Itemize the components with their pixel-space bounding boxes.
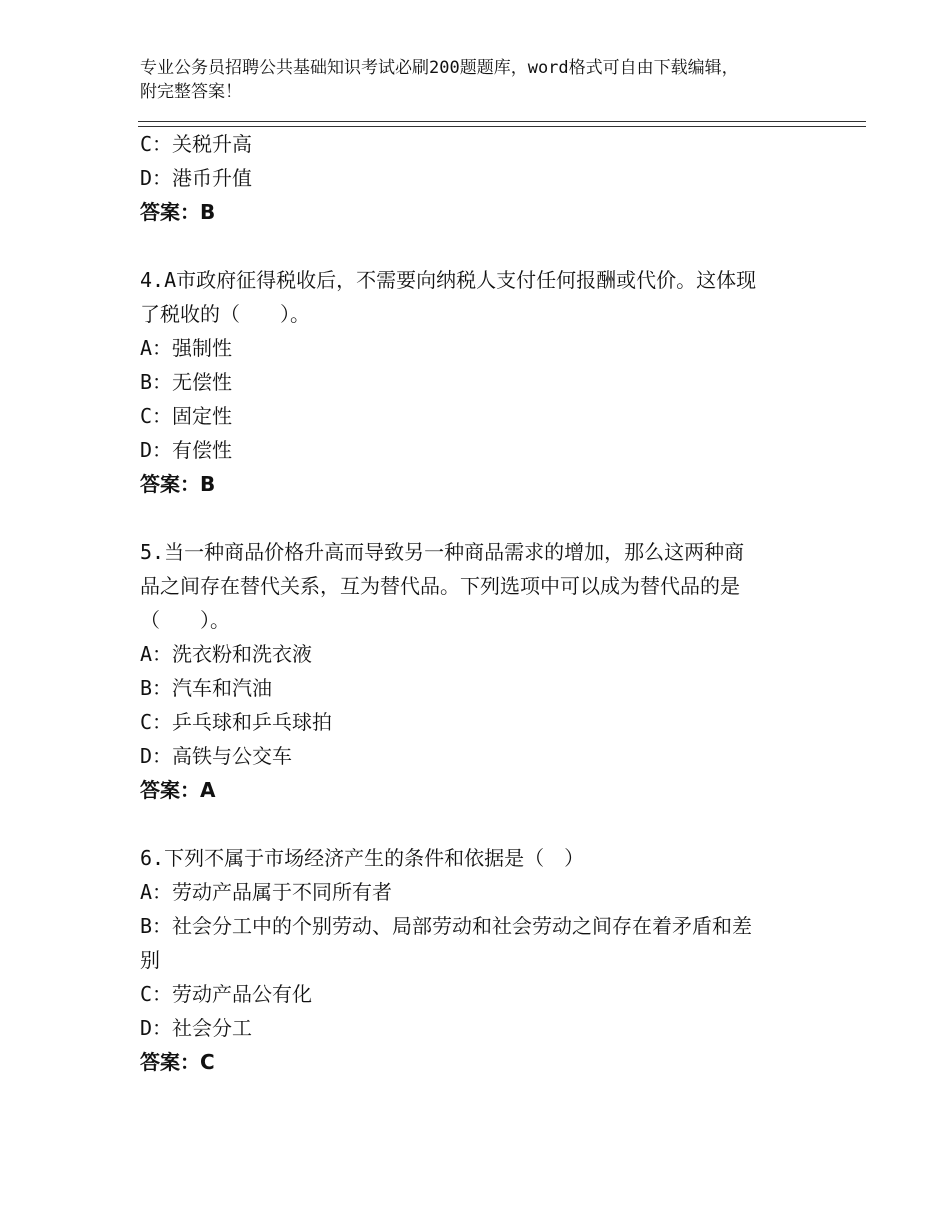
question-stem: 4.A市政府征得税收后，不需要向纳税人支付任何报酬或代价。这体现 bbox=[140, 268, 757, 292]
option: B：社会分工中的个别劳动、局部劳动和社会劳动之间存在着矛盾和差 bbox=[140, 914, 753, 938]
document-header bbox=[140, 56, 820, 104]
spacer bbox=[140, 807, 820, 841]
option: A：劳动产品属于不同所有者 bbox=[140, 880, 393, 904]
answer-label: 答案：A bbox=[140, 778, 216, 802]
option: D：社会分工 bbox=[140, 1016, 253, 1040]
header-line-2: 附完整答案！ bbox=[140, 82, 242, 102]
question-block bbox=[140, 263, 820, 501]
question-block bbox=[140, 127, 820, 229]
header-line-1: 专业公务员招聘公共基础知识考试必刷200题题库，word格式可自由下载编辑， bbox=[140, 58, 739, 78]
answer-label: 答案：B bbox=[140, 472, 216, 496]
option: B：无偿性 bbox=[140, 370, 233, 394]
question-list bbox=[140, 127, 820, 1079]
question-stem: 品之间存在替代关系，互为替代品。下列选项中可以成为替代品的是 bbox=[140, 574, 740, 598]
option: D：高铁与公交车 bbox=[140, 744, 293, 768]
answer-label: 答案：B bbox=[140, 200, 216, 224]
option: B：汽车和汽油 bbox=[140, 676, 273, 700]
question-stem: 5.当一种商品价格升高而导致另一种商品需求的增加，那么这两种商 bbox=[140, 540, 745, 564]
option: D：有偿性 bbox=[140, 438, 233, 462]
option: C：乒乓球和乒乓球拍 bbox=[140, 710, 333, 734]
option: C：关税升高 bbox=[140, 132, 253, 156]
option: D：港币升值 bbox=[140, 166, 253, 190]
question-stem: 了税收的（ ）。 bbox=[140, 302, 310, 326]
question-block bbox=[140, 535, 820, 807]
option: A：洗衣粉和洗衣液 bbox=[140, 642, 313, 666]
spacer bbox=[140, 501, 820, 535]
option: A：强制性 bbox=[140, 336, 233, 360]
question-stem: 6.下列不属于市场经济产生的条件和依据是（ ） bbox=[140, 846, 585, 870]
question-block bbox=[140, 841, 820, 1079]
spacer bbox=[140, 229, 820, 263]
answer-label: 答案：C bbox=[140, 1050, 215, 1074]
option: C：劳动产品公有化 bbox=[140, 982, 313, 1006]
question-stem: （ ）。 bbox=[140, 608, 230, 632]
option: C：固定性 bbox=[140, 404, 233, 428]
option-continuation: 别 bbox=[140, 948, 160, 972]
